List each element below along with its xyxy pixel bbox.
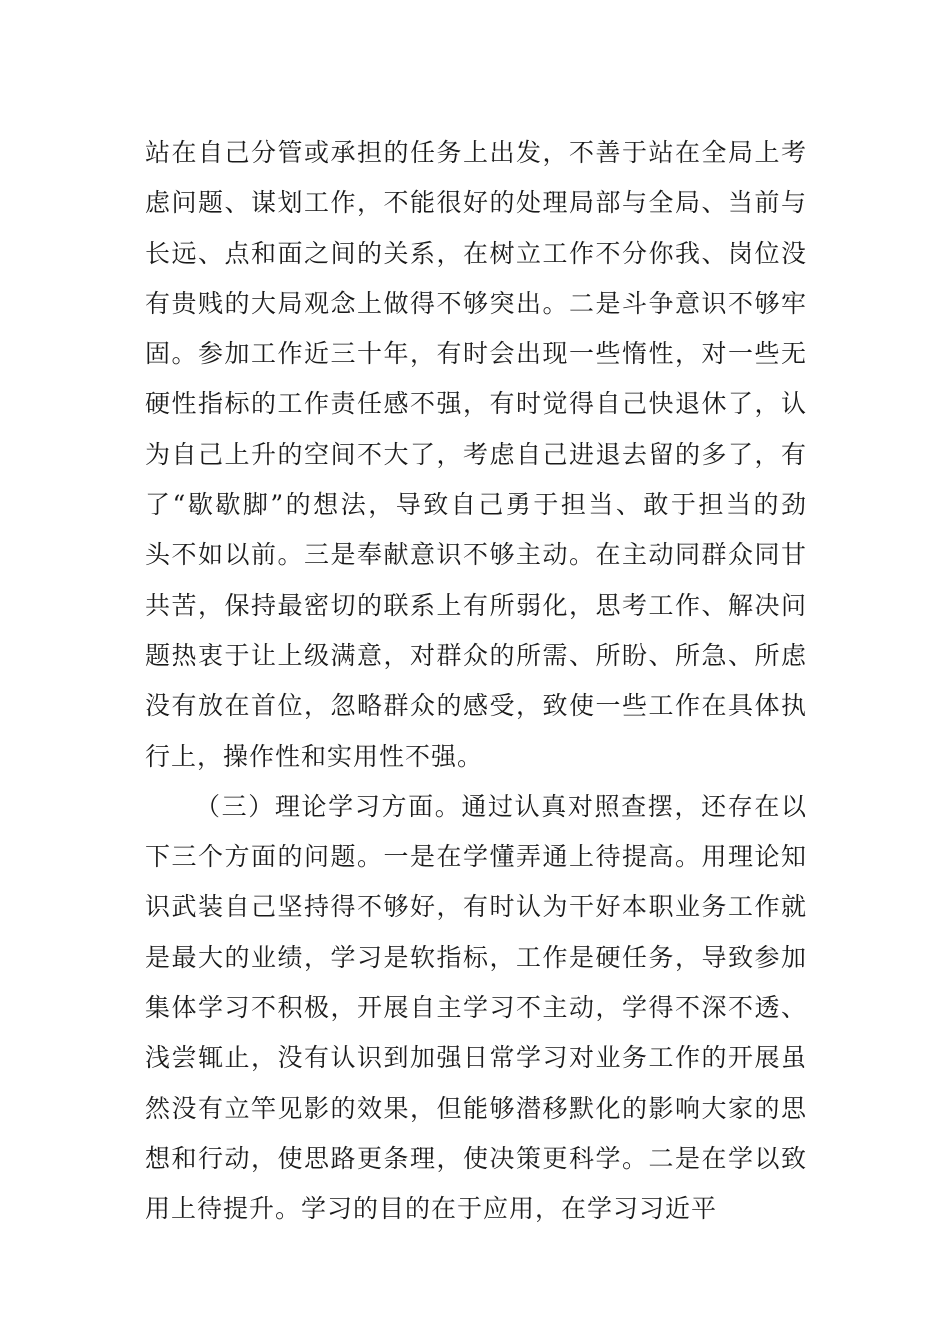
text-line: 站在自己分管或承担的任务上出发，不善于站在全局上考 [145,138,807,167]
paragraph-2 [145,782,807,1235]
text-line: 为自己上升的空间不大了，考虑自己进退去留的多了，有 [145,439,807,469]
document-body [145,128,807,1235]
text-line: 了“歇歇脚”的想法，导致自己勇于担当、敢于担当的劲 [145,490,807,520]
text-line: 固。参加工作近三十年，有时会出现一些惰性，对一些无 [145,339,807,369]
text-line: 是最大的业绩，学习是软指标，工作是硬任务，导致参加 [145,942,807,972]
text-line: 浅尝辄止，没有认识到加强日常学习对业务工作的开展虽 [145,1043,807,1073]
text-line: 识武装自己坚持得不够好，有时认为干好本职业务工作就 [145,892,807,922]
text-line: 共苦，保持最密切的联系上有所弱化，思考工作、解决问 [145,590,807,620]
text-line: 虑问题、谋划工作，不能很好的处理局部与全局、当前与 [145,188,807,218]
text-line: （三）理论学习方面。通过认真对照查摆，还存在以 [195,791,807,821]
text-line: 下三个方面的问题。一是在学懂弄通上待提高。用理论知 [145,842,807,872]
text-line: 长远、点和面之间的关系，在树立工作不分你我、岗位没 [145,238,807,268]
text-line: 集体学习不积极，开展自主学习不主动，学得不深不透、 [145,993,807,1023]
text-line: 用上待提升。学习的目的在于应用，在学习习近平 [145,1194,718,1224]
text-line: 想和行动，使思路更条理，使决策更科学。二是在学以致 [145,1143,807,1173]
text-line: 行上，操作性和实用性不强。 [145,741,484,771]
text-line: 题热衷于让上级满意，对群众的所需、所盼、所急、所虑 [145,640,807,670]
paragraph-1 [145,128,807,782]
text-line: 然没有立竿见影的效果，但能够潜移默化的影响大家的思 [145,1093,807,1123]
text-line: 硬性指标的工作责任感不强，有时觉得自己快退休了，认 [145,389,807,419]
text-line: 有贵贱的大局观念上做得不够突出。二是斗争意识不够牢 [145,288,807,318]
text-line: 没有放在首位，忽略群众的感受，致使一些工作在具体执 [145,691,807,721]
text-line: 头不如以前。三是奉献意识不够主动。在主动同群众同甘 [145,540,807,570]
